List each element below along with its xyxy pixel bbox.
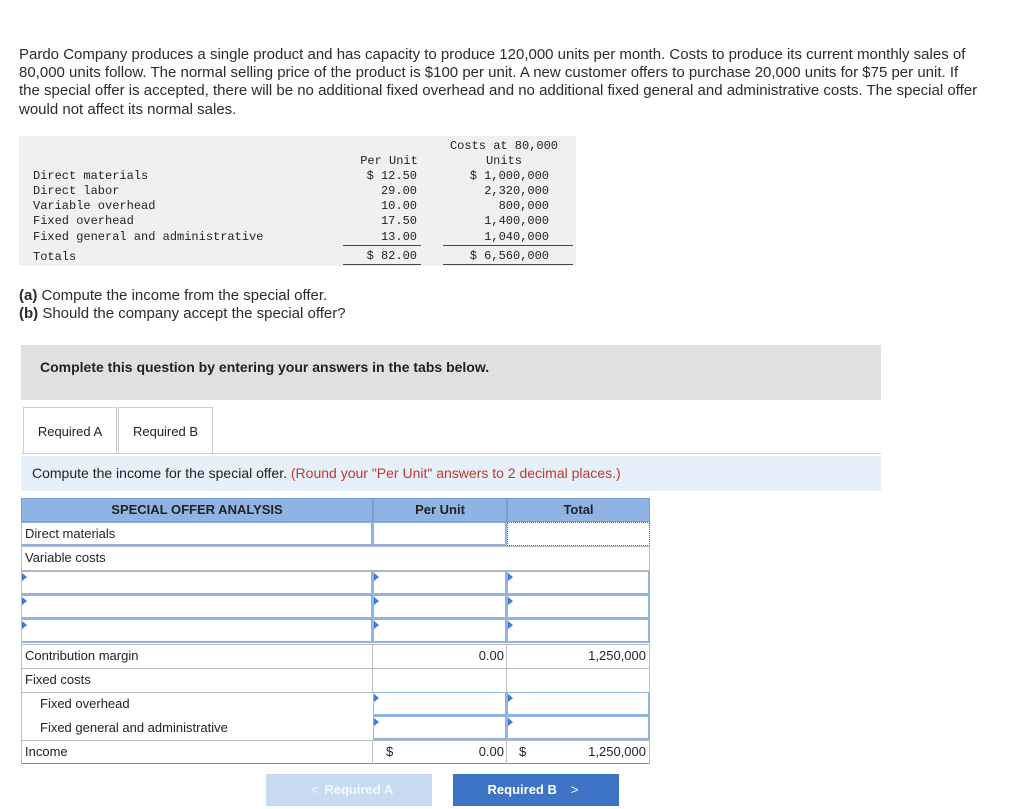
- direct-materials-label-frame: [21, 522, 373, 546]
- dropdown-indicator-icon: [374, 621, 379, 629]
- cost-row-per-unit: $ 12.50: [366, 169, 417, 183]
- prev-button-label: Required A: [324, 782, 394, 797]
- variable-cost-2-per-unit-input[interactable]: [373, 595, 507, 619]
- problem-statement: Pardo Company produces a single product and has capacity to produce 120,000 units per month. Costs to produce its current monthly sales of 80,000 units follow. The normal selling price of the product is $100 per unit. A new customer offers to purchase 20,000 units for $75 per unit. If the special offer is accepted, there will be no additional fixed overhead and no additional fixed general and administrative costs. The special offer would not affect its normal sales.: [19, 46, 978, 118]
- cost-row-total: 800,000: [498, 199, 549, 213]
- fixed-ga-per-unit-input[interactable]: [373, 716, 507, 740]
- cost-row-per-unit: 17.50: [380, 214, 417, 228]
- question-a-text: Compute the income from the special offer.: [37, 287, 328, 304]
- prev-required-a-button[interactable]: [266, 774, 432, 806]
- cost-row-per-unit: 13.00: [380, 230, 417, 244]
- tab-required-a[interactable]: Required A: [23, 407, 117, 454]
- income-total-dollar: $: [519, 744, 527, 759]
- contribution-margin-per-unit: 0.00: [478, 648, 504, 663]
- chevron-right-icon: >: [570, 782, 579, 797]
- chevron-left-icon: <: [310, 782, 319, 797]
- cost-table-head-total-2: Units: [485, 154, 522, 168]
- dropdown-indicator-icon: [374, 694, 379, 702]
- next-required-b-button[interactable]: [453, 774, 619, 806]
- question-a-tag: (a): [19, 287, 38, 304]
- dropdown-indicator-icon: [508, 694, 513, 702]
- tab-required-b[interactable]: Required B: [118, 407, 213, 454]
- tab-divider: [21, 453, 881, 454]
- instruction-text: Compute the income for the special offer.: [32, 465, 291, 481]
- question-b-tag: (b): [19, 305, 39, 322]
- income-per-unit: 0.00: [478, 744, 504, 759]
- fixed-overhead-per-unit-input[interactable]: [373, 692, 507, 716]
- cost-table-head-total-1: Costs at 80,000: [449, 139, 559, 153]
- dropdown-indicator-icon: [508, 597, 513, 605]
- dropdown-indicator-icon: [508, 718, 513, 726]
- dropdown-indicator-icon: [22, 597, 27, 605]
- dropdown-indicator-icon: [22, 573, 27, 581]
- dropdown-indicator-icon: [508, 621, 513, 629]
- cost-row-total: 1,400,000: [484, 214, 549, 228]
- header-label: SPECIAL OFFER ANALYSIS: [21, 498, 373, 522]
- cost-row-total: 1,040,000: [484, 230, 549, 244]
- cost-row-label: Direct materials: [33, 169, 149, 183]
- cost-row-per-unit: 29.00: [380, 184, 417, 198]
- variable-cost-2-label-input[interactable]: [21, 595, 373, 619]
- cost-totals-per-unit: $ 82.00: [366, 249, 417, 263]
- variable-cost-3-total-input[interactable]: [507, 619, 650, 643]
- row-label-variable-costs: Variable costs: [25, 550, 106, 565]
- dropdown-indicator-icon: [374, 718, 379, 726]
- questions: [19, 287, 346, 323]
- cost-table-rule: [443, 264, 573, 265]
- cost-row-total: 2,320,000: [484, 184, 549, 198]
- cost-table-rule: [443, 245, 573, 246]
- income-per-unit-dollar: $: [386, 744, 394, 759]
- row-label-direct-materials: Direct materials: [25, 526, 116, 541]
- income-total: 1,250,000: [588, 744, 646, 759]
- dropdown-indicator-icon: [374, 597, 379, 605]
- cost-row-label: Fixed overhead: [33, 214, 134, 228]
- header-total: Total: [507, 498, 650, 522]
- variable-cost-1-total-input[interactable]: [507, 571, 650, 595]
- direct-materials-per-unit-input[interactable]: [373, 522, 507, 546]
- cost-table-head-per-unit: Per Unit: [360, 154, 418, 168]
- contribution-margin-total: 1,250,000: [588, 648, 646, 663]
- row-label-contribution-margin: Contribution margin: [25, 648, 139, 663]
- row-label-income: Income: [25, 744, 68, 759]
- row-label-fixed-costs: Fixed costs: [25, 672, 91, 687]
- row-label-fixed-ga: Fixed general and administrative: [40, 720, 228, 735]
- instructions-banner: Complete this question by entering your answers in the tabs below.: [21, 345, 881, 400]
- cost-totals-total: $ 6,560,000: [469, 249, 549, 263]
- cost-totals-label: Totals: [33, 250, 77, 264]
- variable-cost-1-label-input[interactable]: [21, 571, 373, 595]
- fixed-ga-total-input[interactable]: [507, 716, 650, 740]
- question-b-text: Should the company accept the special offer?: [38, 305, 346, 322]
- instruction-bar: [21, 456, 881, 491]
- cost-table-rule: [343, 245, 421, 246]
- dropdown-indicator-icon: [508, 573, 513, 581]
- dropdown-indicator-icon: [374, 573, 379, 581]
- instruction-hint: (Round your "Per Unit" answers to 2 decimal places.): [290, 465, 621, 481]
- variable-cost-3-per-unit-input[interactable]: [373, 619, 507, 643]
- cost-row-label: Direct labor: [33, 184, 120, 198]
- next-button-label: Required B: [487, 782, 557, 797]
- cost-table-rule: [343, 264, 421, 265]
- cost-row-per-unit: 10.00: [380, 199, 417, 213]
- variable-cost-3-label-input[interactable]: [21, 619, 373, 643]
- variable-cost-2-total-input[interactable]: [507, 595, 650, 619]
- cost-row-label: Fixed general and administrative: [33, 230, 264, 244]
- dropdown-indicator-icon: [22, 621, 27, 629]
- header-per-unit: Per Unit: [373, 498, 507, 522]
- row-label-fixed-overhead: Fixed overhead: [40, 696, 130, 711]
- cost-table: [19, 136, 576, 266]
- variable-cost-1-per-unit-input[interactable]: [373, 571, 507, 595]
- cost-row-total: $ 1,000,000: [469, 169, 549, 183]
- direct-materials-total-input[interactable]: [507, 522, 650, 546]
- fixed-overhead-total-input[interactable]: [507, 692, 650, 716]
- cost-row-label: Variable overhead: [33, 199, 156, 213]
